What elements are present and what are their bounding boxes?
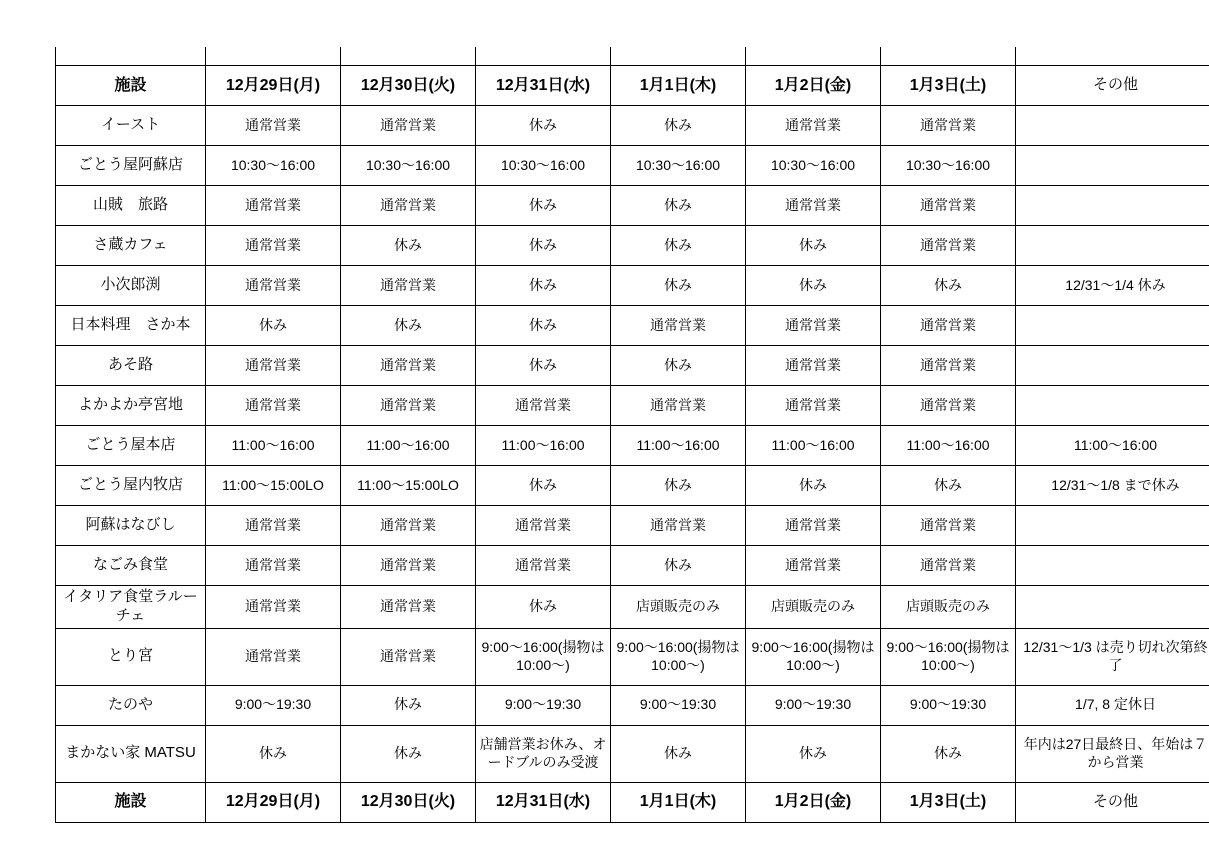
row-cell: 店舗営業お休み、オードブルのみ受渡: [476, 725, 611, 782]
row-cell: 休み: [476, 106, 611, 146]
row-facility-name: ごとう屋内牧店: [56, 466, 206, 506]
row-cell: 通常営業: [341, 386, 476, 426]
table-row: [56, 146, 1209, 186]
table-row: [56, 725, 1209, 782]
row-cell: 通常営業: [341, 628, 476, 685]
row-cell: 9:00〜19:30: [746, 685, 881, 725]
row-cell-other: [1016, 146, 1209, 186]
spacer-cell: [611, 47, 746, 66]
row-cell: 通常営業: [341, 346, 476, 386]
footer-header-date-1: 12月29日(月): [206, 782, 341, 822]
row-cell-other: [1016, 106, 1209, 146]
row-facility-name: ごとう屋本店: [56, 426, 206, 466]
row-cell: 休み: [476, 466, 611, 506]
row-cell-other: 年内は27日最終日、年始は７から営業: [1016, 725, 1209, 782]
row-cell-other: [1016, 386, 1209, 426]
row-cell: 通常営業: [206, 106, 341, 146]
row-cell: 通常営業: [746, 106, 881, 146]
row-cell: 11:00〜16:00: [881, 426, 1016, 466]
table-row: [56, 685, 1209, 725]
row-cell: 11:00〜15:00LO: [341, 466, 476, 506]
row-cell: 通常営業: [746, 346, 881, 386]
row-cell: 通常営業: [881, 106, 1016, 146]
table-row: [56, 586, 1209, 629]
row-cell: 9:00〜16:00(揚物は 10:00〜): [611, 628, 746, 685]
row-cell: 通常営業: [206, 386, 341, 426]
row-cell: 11:00〜16:00: [746, 426, 881, 466]
footer-header-facility: 施設: [56, 782, 206, 822]
row-cell-other: [1016, 306, 1209, 346]
table-row: [56, 426, 1209, 466]
row-cell: 休み: [476, 346, 611, 386]
table-row: [56, 106, 1209, 146]
row-cell-other: [1016, 346, 1209, 386]
spacer-cell: [56, 47, 206, 66]
row-cell: 休み: [881, 266, 1016, 306]
row-facility-name: とり宮: [56, 628, 206, 685]
row-cell: 通常営業: [206, 506, 341, 546]
row-cell: 11:00〜15:00LO: [206, 466, 341, 506]
row-cell: 10:30〜16:00: [611, 146, 746, 186]
row-cell: 休み: [611, 466, 746, 506]
row-cell: 通常営業: [341, 186, 476, 226]
row-cell: 通常営業: [746, 186, 881, 226]
row-cell: 休み: [746, 725, 881, 782]
table-row: [56, 466, 1209, 506]
table-row: [56, 628, 1209, 685]
row-facility-name: あそ路: [56, 346, 206, 386]
row-cell: 通常営業: [881, 506, 1016, 546]
row-cell: 9:00〜19:30: [611, 685, 746, 725]
footer-header-date-6: 1月3日(土): [881, 782, 1016, 822]
row-cell: 休み: [881, 466, 1016, 506]
row-cell: 休み: [746, 226, 881, 266]
row-cell: 通常営業: [341, 506, 476, 546]
row-facility-name: 小次郎渕: [56, 266, 206, 306]
footer-header-date-5: 1月2日(金): [746, 782, 881, 822]
row-cell-other: [1016, 506, 1209, 546]
column-header-other: その他: [1016, 66, 1209, 106]
row-cell: 休み: [206, 725, 341, 782]
row-cell: 9:00〜16:00(揚物は 10:00〜): [476, 628, 611, 685]
row-cell: 11:00〜16:00: [611, 426, 746, 466]
row-cell: 休み: [476, 186, 611, 226]
row-facility-name: 山賊 旅路: [56, 186, 206, 226]
row-cell: 10:30〜16:00: [881, 146, 1016, 186]
footer-header-date-2: 12月30日(火): [341, 782, 476, 822]
row-facility-name: よかよか亭宮地: [56, 386, 206, 426]
column-header-date-5: 1月2日(金): [746, 66, 881, 106]
row-cell: 休み: [611, 106, 746, 146]
row-cell: 通常営業: [881, 546, 1016, 586]
row-cell: 店頭販売のみ: [746, 586, 881, 629]
row-cell: 休み: [611, 226, 746, 266]
row-cell: 通常営業: [611, 386, 746, 426]
row-facility-name: まかない家 MATSU: [56, 725, 206, 782]
row-facility-name: さ蔵カフェ: [56, 226, 206, 266]
table-row: [56, 546, 1209, 586]
row-cell: 休み: [206, 306, 341, 346]
schedule-sheet: [55, 47, 1208, 823]
row-cell: 通常営業: [746, 386, 881, 426]
row-cell: 通常営業: [746, 546, 881, 586]
row-cell: 通常営業: [881, 186, 1016, 226]
row-cell: 通常営業: [206, 546, 341, 586]
row-cell: 9:00〜19:30: [881, 685, 1016, 725]
row-cell-other: [1016, 546, 1209, 586]
column-header-date-2: 12月30日(火): [341, 66, 476, 106]
row-cell: 通常営業: [206, 346, 341, 386]
row-cell: 通常営業: [881, 346, 1016, 386]
row-cell: 休み: [611, 346, 746, 386]
row-cell: 休み: [476, 586, 611, 629]
row-cell-other: 12/31〜1/4 休み: [1016, 266, 1209, 306]
row-cell: 10:30〜16:00: [206, 146, 341, 186]
row-cell: 通常営業: [206, 266, 341, 306]
row-cell: 通常営業: [341, 546, 476, 586]
row-cell: 通常営業: [881, 226, 1016, 266]
row-cell-other: [1016, 226, 1209, 266]
row-cell: 休み: [611, 546, 746, 586]
row-cell-other: 11:00〜16:00: [1016, 426, 1209, 466]
row-facility-name: たのや: [56, 685, 206, 725]
row-cell: 店頭販売のみ: [611, 586, 746, 629]
table-row: [56, 226, 1209, 266]
row-cell: 通常営業: [341, 586, 476, 629]
row-cell: 休み: [476, 306, 611, 346]
row-cell: 休み: [746, 466, 881, 506]
row-cell: 通常営業: [206, 226, 341, 266]
table-row: [56, 186, 1209, 226]
row-cell: 通常営業: [206, 628, 341, 685]
spacer-cell: [341, 47, 476, 66]
row-cell: 9:00〜16:00(揚物は 10:00〜): [881, 628, 1016, 685]
row-cell: 10:30〜16:00: [341, 146, 476, 186]
row-cell-other: 1/7, 8 定休日: [1016, 685, 1209, 725]
row-cell: 9:00〜19:30: [206, 685, 341, 725]
row-cell: 通常営業: [611, 506, 746, 546]
row-cell: 通常営業: [476, 506, 611, 546]
row-cell: 休み: [611, 725, 746, 782]
row-facility-name: なごみ食堂: [56, 546, 206, 586]
table-footer-row: [56, 782, 1209, 822]
table-header-row: [56, 66, 1209, 106]
footer-header-date-4: 1月1日(木): [611, 782, 746, 822]
row-cell: 通常営業: [206, 586, 341, 629]
row-cell: 通常営業: [881, 386, 1016, 426]
row-cell: 通常営業: [341, 266, 476, 306]
row-cell: 10:30〜16:00: [476, 146, 611, 186]
spacer-cell: [881, 47, 1016, 66]
row-cell: 通常営業: [206, 186, 341, 226]
row-facility-name: 阿蘇はなびし: [56, 506, 206, 546]
row-facility-name: ごとう屋阿蘇店: [56, 146, 206, 186]
table-row: [56, 346, 1209, 386]
column-header-facility: 施設: [56, 66, 206, 106]
footer-header-date-3: 12月31日(水): [476, 782, 611, 822]
table-spacer-row: [56, 47, 1209, 66]
row-cell: 店頭販売のみ: [881, 586, 1016, 629]
row-cell: 休み: [881, 725, 1016, 782]
row-cell: 休み: [476, 266, 611, 306]
row-cell: 通常営業: [476, 386, 611, 426]
column-header-date-6: 1月3日(土): [881, 66, 1016, 106]
footer-header-other: その他: [1016, 782, 1209, 822]
table-row: [56, 506, 1209, 546]
spacer-cell: [746, 47, 881, 66]
table-row: [56, 266, 1209, 306]
row-cell: 9:00〜19:30: [476, 685, 611, 725]
row-cell: 11:00〜16:00: [476, 426, 611, 466]
row-cell: 休み: [611, 186, 746, 226]
table-row: [56, 386, 1209, 426]
row-cell: 通常営業: [881, 306, 1016, 346]
row-cell: 休み: [341, 226, 476, 266]
column-header-date-3: 12月31日(水): [476, 66, 611, 106]
spacer-cell: [206, 47, 341, 66]
spacer-cell: [1016, 47, 1209, 66]
row-cell: 11:00〜16:00: [341, 426, 476, 466]
row-cell: 11:00〜16:00: [206, 426, 341, 466]
row-cell: 通常営業: [746, 306, 881, 346]
column-header-date-4: 1月1日(木): [611, 66, 746, 106]
row-cell: 通常営業: [611, 306, 746, 346]
row-cell: 休み: [341, 685, 476, 725]
row-cell: 通常営業: [746, 506, 881, 546]
row-cell-other: [1016, 186, 1209, 226]
row-cell: 通常営業: [341, 106, 476, 146]
row-cell: 休み: [341, 725, 476, 782]
column-header-date-1: 12月29日(月): [206, 66, 341, 106]
row-facility-name: イースト: [56, 106, 206, 146]
row-cell-other: [1016, 586, 1209, 629]
spacer-cell: [476, 47, 611, 66]
row-cell: 休み: [746, 266, 881, 306]
row-cell: 休み: [611, 266, 746, 306]
row-cell: 9:00〜16:00(揚物は 10:00〜): [746, 628, 881, 685]
row-cell: 通常営業: [476, 546, 611, 586]
row-cell: 10:30〜16:00: [746, 146, 881, 186]
table-row: [56, 306, 1209, 346]
holiday-schedule-table: [55, 47, 1209, 823]
row-cell: 休み: [476, 226, 611, 266]
row-cell: 休み: [341, 306, 476, 346]
row-cell-other: 12/31〜1/8 まで休み: [1016, 466, 1209, 506]
row-facility-name: 日本料理 さか本: [56, 306, 206, 346]
row-facility-name: イタリア食堂ラルーチェ: [56, 586, 206, 629]
row-cell-other: 12/31〜1/3 は売り切れ次第終了: [1016, 628, 1209, 685]
